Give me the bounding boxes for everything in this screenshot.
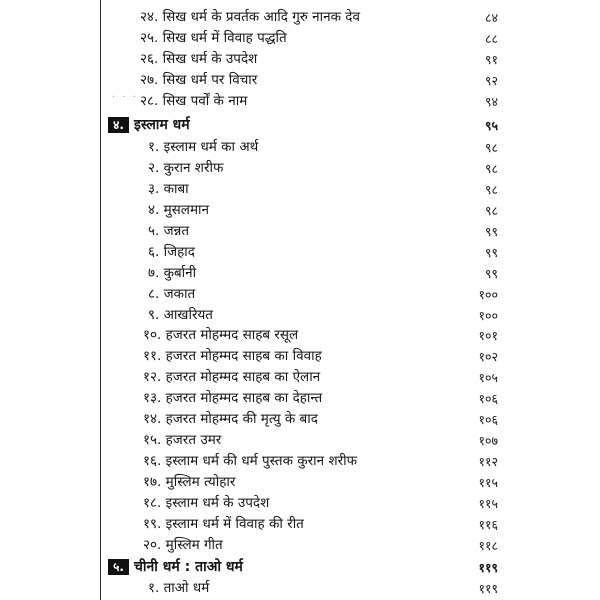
- toc-entry-row: [0, 137, 600, 158]
- entry-title: १२. हजरत मोहम्मद साहब का ऐलान: [143, 369, 321, 385]
- page-number: १००: [478, 287, 498, 302]
- entry-title: ९. आखरियत: [148, 307, 213, 323]
- entry-title: ७. कुर्बानी: [148, 265, 197, 281]
- toc-entry-row: [0, 493, 600, 514]
- page-number: ९८: [484, 140, 498, 155]
- entry-title: २. कुरान शरीफ: [148, 160, 224, 176]
- toc-entry-row: [0, 28, 600, 49]
- toc-entry-row: [0, 263, 600, 284]
- page-number: ११८: [478, 538, 498, 553]
- page-number: ८८: [484, 31, 498, 46]
- page-number: १०५: [478, 370, 498, 385]
- entry-title: २४. सिख धर्म के प्रवर्तक आदि गुरु नानक देव: [140, 9, 360, 25]
- entry-title: १५. हजरत उमर: [143, 432, 222, 448]
- entry-title: ५. जन्नत: [148, 223, 190, 239]
- section-title: चीनी धर्म : ताओ धर्म: [134, 559, 243, 575]
- entry-title: १९. इस्लाम धर्म में विवाह की रीत: [143, 516, 304, 532]
- entry-title: १. इस्लाम धर्म का अर्थ: [148, 139, 259, 155]
- page-number: १०६: [478, 412, 498, 427]
- toc-entry-row: [0, 7, 600, 28]
- entry-title: २०. मुस्लिम गीत: [143, 537, 223, 553]
- entry-title: ११. हजरत मोहम्मद साहब का विवाह: [143, 348, 322, 364]
- page-number: ११९: [478, 581, 498, 596]
- page-number: ९९: [484, 245, 498, 260]
- entry-title: २८. सिख पर्वों के नाम: [140, 93, 248, 109]
- page-number: १०२: [478, 349, 498, 364]
- toc-entry-row: [0, 535, 600, 556]
- entry-title: १४. हजरत मोहम्मद की मृत्यु के बाद: [143, 411, 318, 427]
- toc-entry-row: [0, 70, 600, 91]
- page-number: १००: [478, 308, 498, 323]
- toc-entry-row: [0, 200, 600, 221]
- entry-title: १०. हजरत मोहम्मद साहब रसूल: [143, 327, 299, 343]
- page-number: ९८: [484, 182, 498, 197]
- toc-entry-row: [0, 388, 600, 409]
- page-number: ९९: [484, 224, 498, 239]
- entry-title: ४. मुसलमान: [148, 202, 210, 218]
- entry-title: १६. इस्लाम धर्म की धर्म पुस्तक कुरान शरीफ: [143, 453, 358, 469]
- page-number: ९४: [484, 94, 498, 109]
- page-number: ९५: [484, 118, 498, 133]
- page-number: ११९: [478, 560, 498, 575]
- toc-entry-row: [0, 325, 600, 346]
- toc-section-row: [0, 115, 600, 136]
- entry-title: १३. हजरत मोहम्मद साहब का देहान्त: [143, 390, 323, 406]
- scan-smudge: · · ·: [112, 92, 138, 103]
- entry-title: २६. सिख धर्म के उपदेश: [140, 51, 258, 67]
- page-number: ११२: [478, 454, 498, 469]
- toc-entry-row: [0, 367, 600, 388]
- toc-entry-row: [0, 409, 600, 430]
- toc-entry-row: [0, 91, 600, 112]
- page-number: १०७: [478, 433, 498, 448]
- toc-entry-row: [0, 472, 600, 493]
- toc-entry-row: [0, 221, 600, 242]
- toc-entry-row: [0, 242, 600, 263]
- page-number: ९९: [484, 266, 498, 281]
- toc-entry-row: [0, 284, 600, 305]
- toc-entry-row: [0, 430, 600, 451]
- section-number-badge: ४.: [108, 117, 129, 133]
- entry-title: ८. जकात: [148, 286, 196, 302]
- page-number: ८४: [484, 10, 498, 25]
- page-number: १०१: [478, 328, 498, 343]
- entry-title: २७. सिख धर्म पर विचार: [140, 72, 258, 88]
- toc-entry-row: [0, 451, 600, 472]
- toc-entry-row: [0, 49, 600, 70]
- toc-entry-row: [0, 179, 600, 200]
- toc-entry-row: [0, 305, 600, 326]
- entry-title: १७. मुस्लिम त्योहार: [143, 474, 236, 490]
- toc-entry-row: [0, 578, 600, 599]
- page-number: ९८: [484, 203, 498, 218]
- page-number: ९८: [484, 161, 498, 176]
- toc-section-row: [0, 557, 600, 578]
- entry-title: १८. इस्लाम धर्म के उपदेश: [143, 495, 270, 511]
- entry-title: ३. काबा: [148, 181, 189, 197]
- entry-title: १. ताओ धर्म: [148, 580, 210, 596]
- toc-entry-row: [0, 158, 600, 179]
- entry-title: २५. सिख धर्म में विवाह पद्धति: [140, 30, 287, 46]
- section-number-badge: ५.: [108, 559, 129, 575]
- page-number: ९१: [484, 52, 498, 67]
- entry-title: ६. जिहाद: [148, 244, 195, 260]
- toc-entry-row: [0, 346, 600, 367]
- page-number: ११६: [478, 517, 498, 532]
- page-number: ११५: [478, 475, 498, 490]
- page-number: ९२: [484, 73, 498, 88]
- page-number: ११५: [478, 496, 498, 511]
- toc-entry-row: [0, 514, 600, 535]
- page-number: १०६: [478, 391, 498, 406]
- section-title: इस्लाम धर्म: [134, 117, 190, 133]
